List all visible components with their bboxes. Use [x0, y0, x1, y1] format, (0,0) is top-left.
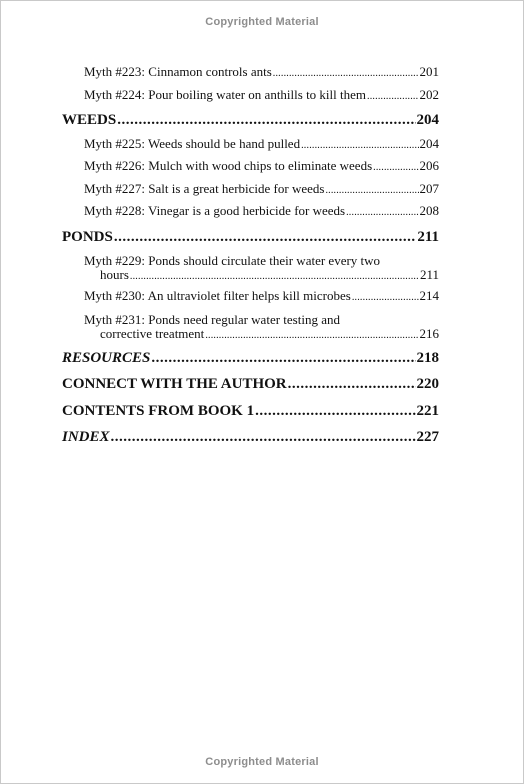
toc-entry-title-line2: hours: [100, 267, 129, 282]
toc-entry-myth-228[interactable]: [84, 201, 439, 224]
dot-leader: [111, 424, 416, 451]
dot-leader: [117, 107, 415, 134]
dot-leader: [373, 156, 418, 179]
dot-leader: [288, 371, 416, 398]
dot-leader: [255, 398, 415, 425]
toc-entry-myth-231[interactable]: [84, 313, 439, 343]
toc-section-connect[interactable]: [62, 371, 439, 398]
copyright-watermark-bottom: Copyrighted Material: [205, 756, 319, 768]
dot-leader: [151, 345, 415, 372]
toc-entry-title: Myth #224: Pour boiling water on anthills to kill them: [84, 86, 367, 102]
toc-section-weeds[interactable]: [62, 107, 439, 134]
toc-entry-title-line1: Myth #229: Ponds should circulate their water every two: [84, 253, 381, 268]
dot-leader: [367, 85, 418, 108]
toc-section-contents-book1[interactable]: [62, 398, 439, 425]
toc-entry-title-line1: Myth #231: Ponds need regular water testing and: [84, 311, 340, 327]
toc-page-number: 201: [419, 64, 439, 79]
dot-leader: [205, 327, 418, 343]
toc-section-resources[interactable]: [62, 345, 439, 372]
toc-page-number: 214: [419, 288, 439, 303]
toc-entry-myth-227[interactable]: [84, 179, 439, 202]
toc-entry-title-line2: corrective treatment: [100, 325, 205, 341]
toc-entry-myth-223[interactable]: [84, 62, 439, 85]
toc-page-number: 206: [419, 158, 439, 173]
toc-entry-title: Myth #227: Salt is a great herbicide for weeds: [84, 180, 325, 196]
toc-entry-title: Myth #223: Cinnamon controls ants: [84, 64, 272, 79]
toc-page-number: 216: [419, 325, 439, 341]
toc-entry-title: Myth #228: Vinegar is a good herbicide for weeds: [84, 203, 346, 218]
toc-entry-title: Myth #230: An ultraviolet filter helps kill microbes: [84, 288, 351, 303]
toc-page-number: 218: [416, 349, 439, 366]
toc-entry-myth-229[interactable]: [84, 254, 439, 284]
toc-entry-title: Myth #225: Weeds should be hand pulled: [84, 135, 301, 151]
toc-page-number: 207: [419, 180, 439, 196]
toc-section-title: INDEX: [62, 429, 110, 445]
toc-page-number: 211: [419, 267, 439, 282]
toc-entry-myth-226[interactable]: [84, 156, 439, 179]
dot-leader: [352, 286, 419, 309]
toc-page-number: 204: [419, 135, 439, 151]
toc-section-ponds[interactable]: [62, 224, 439, 251]
toc-section-title: RESOURCES: [62, 349, 151, 366]
toc-entry-title: Myth #226: Mulch with wood chips to eliminate weeds: [84, 158, 373, 173]
toc-page-number: 202: [419, 86, 439, 102]
toc-page-number: 204: [416, 112, 439, 128]
dot-leader: [273, 62, 419, 85]
toc-page-number: 220: [416, 376, 439, 392]
toc-section-title: CONNECT WITH THE AUTHOR: [62, 376, 287, 392]
toc-section-title: CONTENTS FROM BOOK 1: [62, 402, 255, 419]
dot-leader: [130, 268, 419, 284]
toc-page-number: 208: [419, 203, 439, 218]
toc-page-number: 221: [416, 402, 439, 419]
table-of-contents: [62, 62, 439, 451]
dot-leader: [325, 179, 418, 202]
copyright-watermark-top: Copyrighted Material: [205, 16, 319, 28]
dot-leader: [114, 224, 416, 251]
toc-section-title: PONDS: [62, 228, 113, 245]
toc-entry-myth-225[interactable]: [84, 134, 439, 157]
toc-entry-myth-230[interactable]: [84, 286, 439, 309]
toc-page-number: 211: [417, 228, 439, 245]
dot-leader: [301, 134, 418, 157]
dot-leader: [346, 201, 418, 224]
toc-section-title: WEEDS: [62, 112, 117, 128]
toc-section-index[interactable]: [62, 424, 439, 451]
toc-page-number: 227: [416, 429, 439, 445]
toc-entry-myth-224[interactable]: [84, 85, 439, 108]
